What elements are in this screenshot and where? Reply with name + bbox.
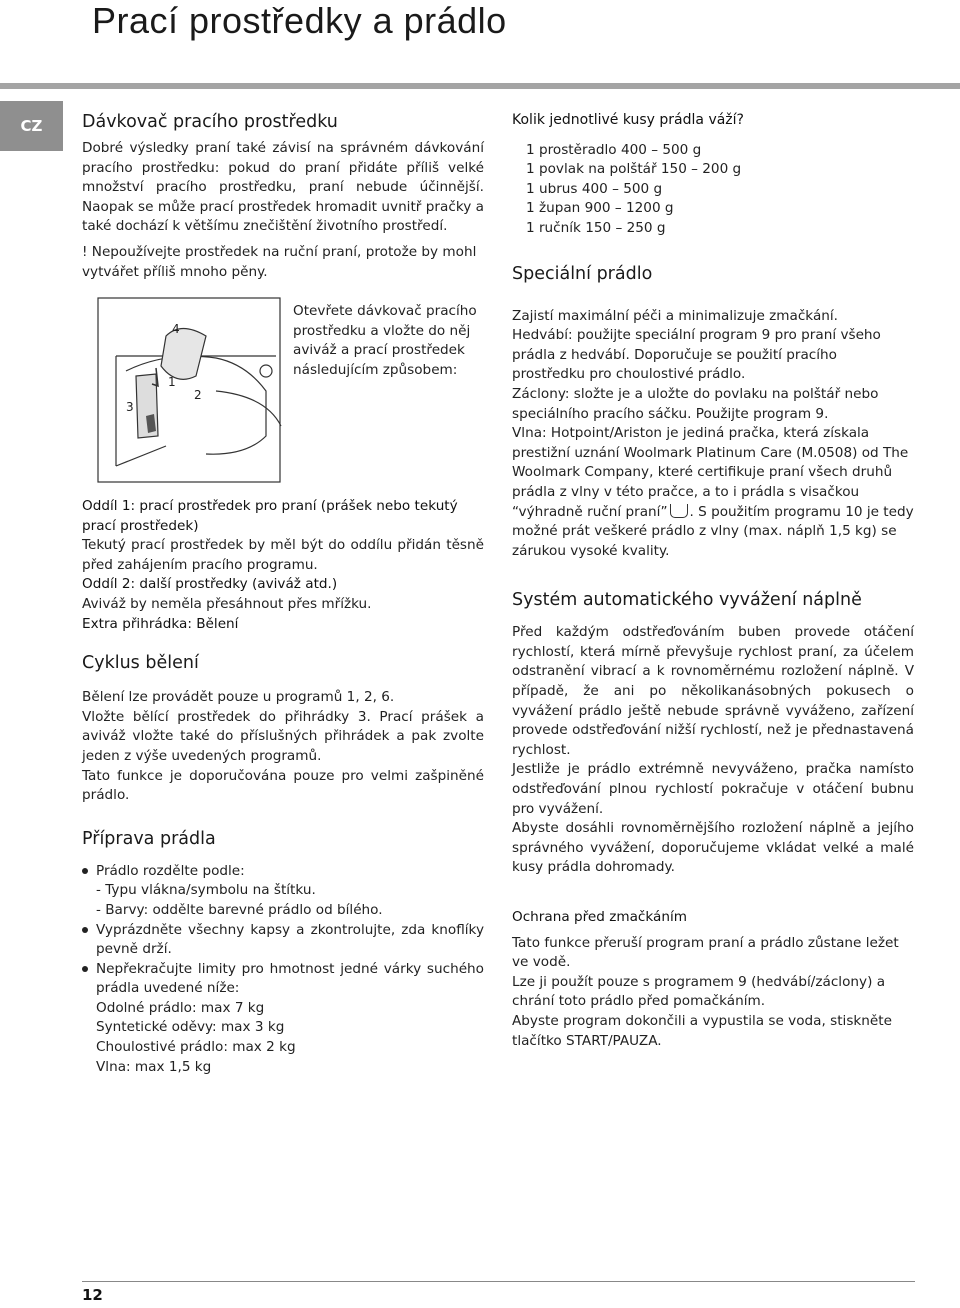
list-item: Syntetické oděvy: max 3 kg [96, 1019, 285, 1036]
extra-heading: Extra přihrádka: Bělení [82, 615, 239, 632]
bleach-p3: Tato funkce je doporučována pouze pro velmi zašpiněné prádlo. [82, 767, 484, 804]
page-number: 12 [82, 1286, 103, 1304]
list-item: Vlna: max 1,5 kg [96, 1058, 212, 1075]
crease-p1: Tato funkce přeruší program praní a prádlo zůstane ležet ve vodě. [512, 934, 899, 971]
special-wool: Vlna: Hotpoint/Ariston je jediná pračka, která získala prestižní uznání Woolmark Platinum Care (M.0508) od The Woolmark Company, které certifikuje praní všech druhů prádla z vlny v této pračce, a to i prádla s visačkou “výhradně ruční praní” . S použitím programu 10 je tedy možné prát veškeré prádlo z vlny (max. náplň 1,5 kg) se zárukou vysoké kvality. [512, 425, 914, 559]
footer-divider [82, 1281, 915, 1282]
bleach-p2: Vložte bělící prostředek do přihrádky 3. Prací prášek a aviváž vložte také do příslušných přihrádek a pak zvolte jeden z výše uvedených programů. [82, 708, 484, 764]
dispenser-figure [96, 296, 286, 486]
balance-p2: Jestliže je prádlo extrémně nevyváženo, pračka namísto odstřeďování plnou rychlostí pokračuje v otáčení bubnu pro vyvážení. [512, 761, 914, 817]
bullet-icon [82, 966, 88, 972]
bullet-icon [82, 868, 88, 874]
special-silk: Hedvábí: použijte speciální program 9 pro praní všeho prádla z hedvábí. Doporučuje se použití pracího prostředku pro choulostivé prádlo. [512, 327, 881, 383]
list-item: 1 ubrus 400 – 500 g [526, 180, 663, 197]
comp2-heading: Oddíl 2: další prostředky (aviváž atd.) [82, 576, 338, 593]
list-item: Prádlo rozdělte podle: [82, 862, 484, 882]
crease-p3: Abyste program dokončili a vypustila se voda, stiskněte tlačítko START/PAUZA. [512, 1012, 892, 1049]
list-item: 1 župan 900 – 1200 g [526, 200, 674, 217]
prep-heading: Příprava prádla [82, 828, 216, 849]
balance-p3: Abyste dosáhli rovnoměrnějšího rozložení náplně a jejího správného vyvážení, doporučujeme vkládat velké a malé kusy prádla dohromady. [512, 820, 914, 876]
list-item: - Typu vlákna/symbolu na štítku. [96, 882, 316, 899]
prep-list [82, 862, 484, 1078]
balance-heading: Systém automatického vyvážení náplně [512, 590, 862, 611]
dispenser-warning: ! Nepoužívejte prostředek na ruční praní, protože by mohl vytvářet příliš mnoho pěny. [82, 243, 477, 280]
list-item: Odolné prádlo: max 7 kg [96, 999, 265, 1016]
list-item: 1 povlak na polštář 150 – 200 g [526, 161, 742, 178]
weights-list [512, 141, 914, 239]
list-item: Nepřekračujte limity pro hmotnost jedné várky suchého prádla uvedené níže: [82, 960, 484, 999]
figure-label-1: 1 [168, 375, 176, 389]
list-item: 1 ručník 150 – 250 g [526, 219, 666, 236]
figure-label-4: 4 [172, 322, 180, 336]
list-item: Vyprázdněte všechny kapsy a zkontrolujte, zda knoflíky pevně drží. [82, 921, 484, 960]
special-curtains: Záclony: složte je a uložte do povlaku na polštář nebo speciálního pracího sáčku. Použijte program 9. [512, 385, 879, 422]
figure-caption: Otevřete dávkovač pracího prostředku a vložte do něj aviváž a prací prostředek následujícím způsobem: [293, 303, 477, 378]
bleach-heading: Cyklus bělení [82, 653, 199, 674]
list-item: 1 prostěradlo 400 – 500 g [526, 141, 702, 158]
list-item: - Barvy: oddělte barevné prádlo od bílého. [96, 901, 383, 918]
compartments-section [82, 497, 484, 1077]
bullet-icon [82, 927, 88, 933]
page-title: Prací prostředky a prádlo [92, 0, 507, 41]
language-tab: CZ [0, 101, 63, 151]
hand-wash-icon [670, 504, 688, 518]
dispenser-section [82, 111, 484, 282]
crease-heading: Ochrana před zmačkáním [512, 909, 687, 925]
special-heading: Speciální prádlo [512, 263, 653, 284]
balance-p1: Před každým odstřeďováním buben provede otáčení rychlostí, která mírně převyšuje rychlost praní, za účelem odstranění vibrací a k rovnoměrnému rozložení náplně. V případě, že ani po několikanásobných pokusech o vyvážení prádlo ještě nebude správně vyváženo, zařízení provede odstřeďování nižší rychlostí, než je přednastavená rychlost. [512, 624, 914, 758]
figure-label-3: 3 [126, 400, 134, 414]
figure-frame [98, 298, 280, 482]
figure-label-2: 2 [194, 388, 202, 402]
bleach-p1: Bělení lze provádět pouze u programů 1, 2, 6. [82, 689, 395, 706]
header-divider [0, 83, 960, 89]
comp1-text: Tekutý prací prostředek by měl být do oddílu přidán těsně před zahájením pracího programu. [82, 537, 484, 573]
comp2-text: Aviváž by neměla přesáhnout přes mřížku. [82, 595, 372, 612]
comp1-heading: Oddíl 1: prací prostředek pro praní (prášek nebo tekutý prací prostředek) [82, 498, 458, 534]
dispenser-intro: Dobré výsledky praní také závisí na správném dávkování pracího prostředku: pokud do praní přidáte příliš velké množství pracího prostředku, praní nebude účinnější. Naopak se může prací prostředek hromadit uvnitř pračky a také dochází k většímu znečištění životního prostředí. [82, 140, 484, 235]
special-intro: Zajistí maximální péči a minimalizuje zmačkání. [512, 307, 838, 324]
list-item: Choulostivé prádlo: max 2 kg [96, 1039, 296, 1056]
weights-heading: Kolik jednotlivé kusy prádla váží? [512, 112, 744, 128]
crease-p2: Lze ji použít pouze s programem 9 (hedvábí/záclony) a chrání toto prádlo před pomačkáním. [512, 973, 886, 1010]
dispenser-heading: Dávkovač pracího prostředku [82, 112, 338, 132]
weights-section [512, 111, 914, 1051]
